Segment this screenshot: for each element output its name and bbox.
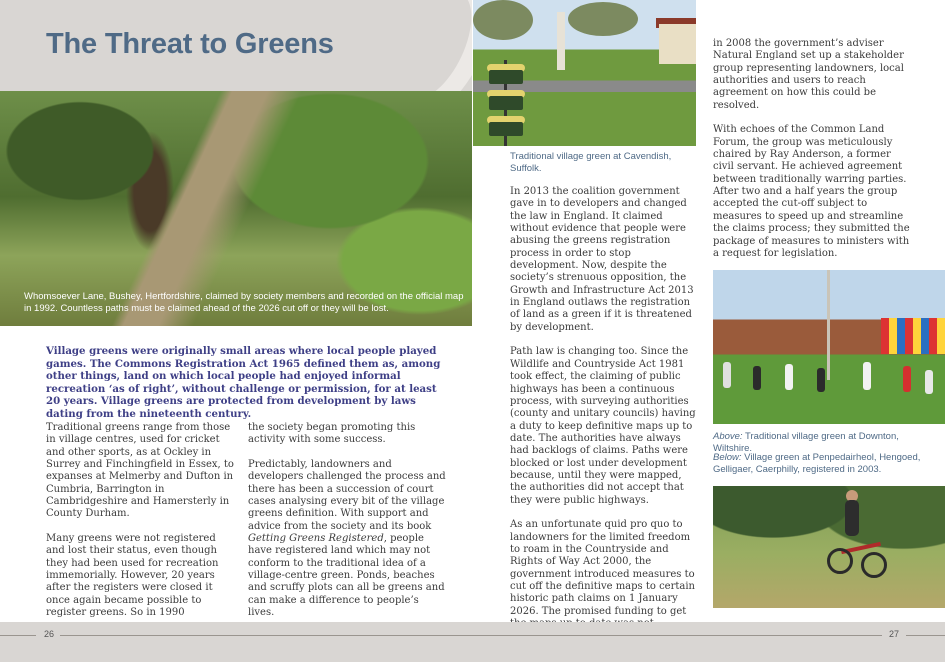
body-paragraph: the society began promoting this activity with some success. (248, 422, 416, 446)
tent-shape (881, 318, 945, 354)
decorative-swirl (365, 0, 472, 91)
body-paragraph: In 2013 the coalition government gave in to developers and changed the law in England. It claimed without evidence that people were abusing the greens registration process in order to stop development. Now, despite the society’s strenuous opposition, the Growth and Infrastructure Act 2013 in England outlaws the registration of land as a green if it is threatened by development. (510, 186, 694, 333)
title-band (0, 0, 472, 91)
footer-band (0, 622, 945, 662)
body-paragraph: Traditional greens range from those in village centres, used for cricket and other sports, as at Ockley in Surrey and Finchingfield in Essex, to expanses at Melmerby and Dufton in Cumbria, Barrington in Cambridgeshire and Hamersterly in County Durham. (46, 422, 234, 520)
photo-cavendish-green (473, 0, 696, 146)
bike-wheel-shape (861, 552, 887, 578)
lead-paragraph: Village greens were originally small areas where local people played games. The Commons Registration Act 1965 defined them as, among other things, land on which local people had enjoyed informal recreation ‘as of right’, without challenge or permission, for at least 20 years. Village greens are protected from development by laws dating from the nineteenth century. (46, 345, 441, 420)
bike-wheel-shape (827, 548, 853, 574)
body-column-4 (713, 38, 913, 273)
footer-rule (906, 635, 945, 636)
book-title: Getting Greens Registered (248, 533, 384, 545)
photo-caption-cavendish: Traditional village green at Cavendish, Suffolk. (510, 151, 672, 174)
photo-downton-green (713, 270, 945, 424)
body-paragraph: Path law is changing too. Since the Wildlife and Countryside Act 1981 took effect, the claiming of public highways has been a continuous process, with surveying authorities (county and unitary councils) having a duty to keep definitive maps up to date. The authorities have always had backlogs of claims. Paths were blocked or lost under development because, until they were mapped, the authorities did not accept that they were public highways. (510, 346, 696, 506)
photo-whomsoever-lane (0, 91, 472, 326)
body-text-run: Predictably, landowners and developers challenged the process and there has been a succession of court cases analysing every bit of the village greens definition. With support and advice from the society and its book (248, 459, 446, 532)
footer-rule (60, 635, 882, 636)
planter-shape (489, 122, 523, 136)
memorial-shape (557, 12, 565, 70)
person-shape (903, 366, 911, 392)
caption-text: Village green at Penpedairheol, Hengoed, Gelligaer, Caerphilly, registered in 2003. (713, 452, 921, 475)
footer-rule (0, 635, 36, 636)
photo-penpedairheol-green (713, 486, 945, 608)
caption-text: Traditional village green at Downton, Wiltshire. (713, 431, 899, 454)
person-shape (785, 364, 793, 390)
maypole-shape (827, 270, 830, 380)
page-number-left: 26 (44, 629, 55, 639)
tree-shape (568, 2, 638, 36)
person-shape (753, 366, 761, 390)
body-paragraph: With echoes of the Common Land Forum, the group was meticulously chaired by Ray Anderson, a former civil servant. He achieved agreement between traditionally warring parties. After two and a half years the group accepted the cut-off subject to measures to speed up and streamline the claims process; they submitted the package of measures to ministers with a request for legislation. (713, 124, 910, 259)
body-text-run: , people have registered land which may not conform to the traditional idea of a village-centre green. Ponds, beaches and scruffy plots can all be greens and can make a difference to people’s lives. (248, 533, 445, 619)
planter-shape (489, 96, 523, 110)
page-number-right: 27 (889, 629, 900, 639)
caption-label-below: Below: (713, 452, 742, 463)
body-paragraph: in 2008 the government’s adviser Natural England set up a stakeholder group representing landowners, local authorities and users to reach agreement on how this could be resolved. (713, 38, 904, 111)
planter-shape (489, 70, 523, 84)
person-shape (863, 362, 871, 390)
body-paragraph: Many greens were not registered and lost their status, even though they had been used for recreation immemorially. However, 20 years after the registers were closed it once again became possible to register greens. So in 1990 (46, 533, 219, 619)
body-paragraph: As an unfortunate quid pro quo to landowners for the limited freedom to roam in the Countryside and Rights of Way Act 2000, the government introduced measures to cut off the definitive maps to certain historic path claims on 1 January 2026. The promised funding to get (510, 519, 695, 617)
rider-shape (845, 500, 859, 536)
body-column-1 (46, 422, 236, 632)
body-column-3 (510, 186, 696, 655)
person-shape (925, 370, 933, 394)
photo-caption-lane: Whomsoever Lane, Bushey, Hertfordshire, claimed by society members and recorded on the official map in 1992. Countless paths must be claimed ahead of the 2026 cut off or they will be lost. (24, 291, 464, 314)
body-column-2 (248, 422, 448, 632)
body-paragraph (248, 459, 448, 619)
tree-shape (473, 0, 533, 40)
page-title: The Threat to Greens (46, 28, 334, 60)
photo-caption-penpedairheol (713, 452, 939, 476)
person-shape (817, 368, 825, 392)
person-shape (723, 362, 731, 388)
caption-label-above: Above: (713, 431, 743, 442)
house-shape (659, 24, 696, 64)
